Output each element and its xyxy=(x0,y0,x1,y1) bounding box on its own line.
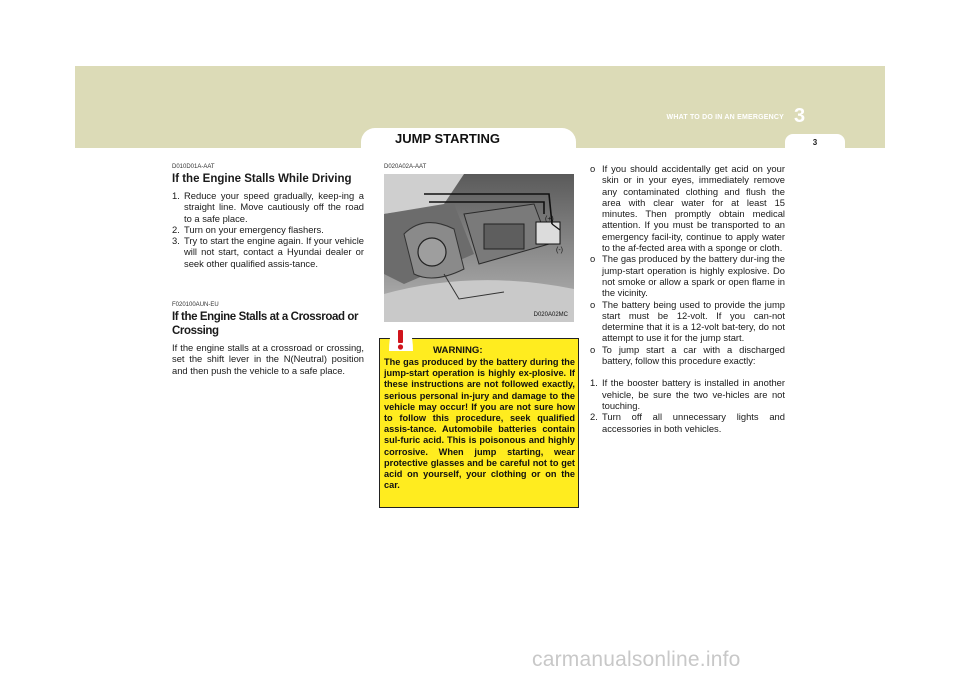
warning-text: The gas produced by the battery during the jump-start operation is highly ex-plosive. If these instructions are not followed exactly, serious personal in-jury and damage to the vehicle may occur! If you are not sure how to follow this procedure, seek qualified assis-tance. Automobile batteries contain sul-furic acid. This is poisonous and highly corrosive. When jump starting, wear protective glasses and be careful not to get acid on yourself, your clothing or on the car. xyxy=(384,357,575,491)
paragraph: If the engine stalls at a crossroad or crossing, set the shift lever in the N(Neutral) position and then push the vehicle to a safe place. xyxy=(172,342,364,376)
section-heading: If the Engine Stalls While Driving xyxy=(172,173,352,185)
page-title: JUMP STARTING xyxy=(395,131,500,146)
list-item: 1. Reduce your speed gradually, keep-ing a straight line. Move cautiously off the road to a safe place. xyxy=(172,190,364,224)
chapter-number: 3 xyxy=(794,105,806,127)
list-item: o The gas produced by the battery dur-ing the jump-start operation is highly explosive. Do not smoke or allow a spark or open flame in the vicinity. xyxy=(590,253,785,299)
warning-title: WARNING: xyxy=(433,345,483,356)
steps-list xyxy=(590,377,785,433)
section-code: D020A02A-AAT xyxy=(384,164,427,170)
list-item: 2. Turn on your emergency flashers. xyxy=(172,223,324,235)
page-number: 3 xyxy=(812,138,818,147)
photo-code: D020A02MC xyxy=(533,312,568,318)
watermark: carmanualsonline.info xyxy=(532,648,741,671)
section-heading: If the Engine Stalls at a Crossroad or Crossing xyxy=(172,311,359,338)
engine-bay-illustration xyxy=(384,174,574,322)
right-column xyxy=(590,163,785,434)
middle-column xyxy=(384,164,578,322)
list-item: 1. If the booster battery is installed in another vehicle, be sure the two ve-hicles are not touching. xyxy=(590,377,785,411)
section-code: D010D01A-AAT xyxy=(172,164,215,170)
section-code: F020100AUN-EU xyxy=(172,302,219,309)
list-item: o The battery being used to provide the jump start must be 12-volt. If you can-not determine that it is a 12-volt bat-tery, do not attempt to use it for the jump start. xyxy=(590,298,785,344)
exclamation-icon xyxy=(379,321,423,351)
list-item: o To jump start a car with a discharged battery, follow this procedure exactly: xyxy=(590,343,785,367)
list-item: 3. Try to start the engine again. If your vehicle will not start, contact a Hyundai dealer or seek other qualified assis-tance. xyxy=(172,235,364,269)
bullet-list xyxy=(590,163,785,366)
plus-terminal-label: (+) xyxy=(545,216,554,223)
section-label: WHAT TO DO IN AN EMERGENCY xyxy=(666,114,784,121)
engine-bay-photo xyxy=(384,174,574,322)
left-column xyxy=(172,164,364,376)
list-item: o If you should accidentally get acid on your skin or in your eyes, immediately remove any contaminated clothing and flush the area with clear water for at least 15 minutes. Then promptly obtain medical attention. If you must be transported to an emergency facil-ity, continue to apply water to the af-fected area with a sponge or cloth. xyxy=(590,163,785,254)
minus-terminal-label: (-) xyxy=(556,247,563,254)
steps-list xyxy=(172,190,364,269)
list-item: 2. Turn off all unnecessary lights and accessories in both vehicles. xyxy=(590,411,785,434)
